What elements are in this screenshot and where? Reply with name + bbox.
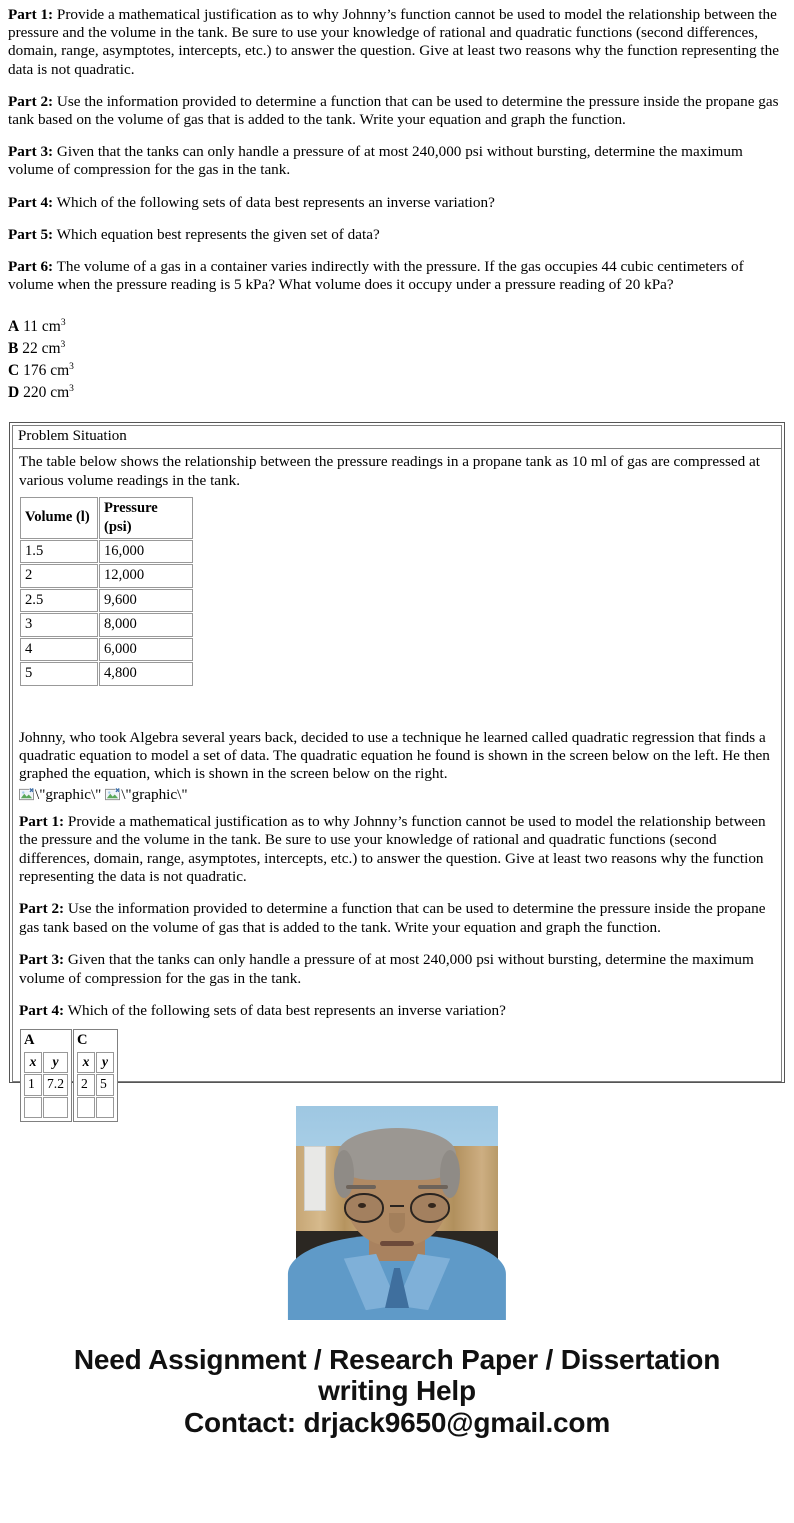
- mini-a-cell-y: [43, 1097, 68, 1118]
- mini-a-header-x: x: [24, 1052, 42, 1073]
- problem-situation-body: [12, 449, 782, 1092]
- avatar-nose: [389, 1213, 405, 1233]
- mini-tables-clipped-region: [19, 1028, 775, 1098]
- mini-c-cell-x: [77, 1097, 95, 1118]
- mini-table-c-row: [77, 1097, 114, 1118]
- footer-line-2: writing Help: [318, 1375, 476, 1407]
- answer-choice-b-value: 22 cm: [22, 340, 61, 358]
- problem-situation-box: [9, 422, 785, 1092]
- problem-situation-title: Problem Situation: [12, 425, 782, 449]
- answer-choice-c-value: 176 cm: [23, 362, 70, 380]
- avatar-hair: [338, 1128, 456, 1180]
- mini-table-a-row: [24, 1097, 68, 1118]
- mini-table-cell-c: [73, 1029, 118, 1122]
- broken-image-alt-text: \"graphic\": [121, 785, 188, 803]
- vertical-spacer: [19, 687, 775, 729]
- question-part-4-text: Which of the following sets of data best represents an inverse variation?: [53, 193, 495, 211]
- avatar-eye-right: [428, 1203, 436, 1208]
- avatar-mouth: [380, 1241, 414, 1246]
- mini-a-cell-x: [24, 1097, 42, 1118]
- broken-image-icon: [19, 787, 34, 807]
- ps-part-2-label: Part 2:: [19, 900, 65, 918]
- problem-situation-intro: The table below shows the relationship between the pressure readings in a propane tank as 10 ml of gas are compressed at various volume readings in the tank.: [19, 453, 760, 489]
- mini-c-cell-y: [96, 1097, 114, 1118]
- mini-table-a: [23, 1051, 69, 1119]
- avatar-eyebrow-right: [418, 1185, 448, 1189]
- question-part-4-label: Part 4:: [8, 193, 54, 211]
- mini-table-c-label: C: [77, 1032, 88, 1049]
- cell-pressure: 16,000: [99, 540, 193, 563]
- question-part-6-label: Part 6:: [8, 258, 54, 276]
- ps-part-3-text: Given that the tanks can only handle a pressure of at most 240,000 psi without bursting, determine the maximum volume of compression for the gas in the tank.: [19, 951, 754, 987]
- answer-choice-a-exponent: 3: [60, 318, 66, 329]
- answer-choice-c-letter: C: [8, 362, 20, 380]
- answer-choice-c: [8, 360, 786, 382]
- ps-part-2-text: Use the information provided to determine a function that can be used to determine the pressure inside the propane gas tank based on the volume of gas that is added to the tank. Write your equation and graph the function.: [19, 900, 766, 936]
- question-part-1-label: Part 1:: [8, 6, 54, 23]
- cell-pressure: 12,000: [99, 564, 193, 587]
- ps-part-1-text: Provide a mathematical justification as to why Johnny’s function cannot be used to model the relationship between the pressure and the volume in the tank. Be sure to use your knowledge of rational and quadratic functions (second differences, domain, range, asymptotes, intercepts, etc.) to answer the question. Give at least two reasons why the function representing the data is not quadratic.: [19, 812, 766, 885]
- table-row: [20, 662, 193, 685]
- mini-table-a-label: A: [24, 1032, 35, 1049]
- mini-c-header-y: y: [96, 1052, 114, 1073]
- avatar-section: [0, 1083, 794, 1318]
- table-row: [20, 638, 193, 661]
- avatar-glasses-left-lens: [344, 1193, 384, 1223]
- johnny-paragraph: Johnny, who took Algebra several years back, decided to use a technique he learned called quadratic regression that finds a quadratic equation to model a set of data. The quadratic equation he found is shown in the screen below on the left. He then graphed the equation, which is shown in the screen below on the right.: [19, 728, 770, 783]
- ps-part-1-label: Part 1:: [19, 812, 65, 830]
- answer-choice-a-value: 11 cm: [23, 318, 61, 336]
- table-row: [20, 589, 193, 612]
- problem-situation-inner: [10, 423, 784, 1092]
- avatar-eye-left: [358, 1203, 366, 1208]
- question-part-2-label: Part 2:: [8, 92, 54, 110]
- avatar-eyebrow-left: [346, 1185, 376, 1189]
- question-part-3: [8, 143, 786, 179]
- avatar: [296, 1106, 498, 1308]
- top-question-block: [0, 0, 794, 294]
- broken-image-icon: [105, 787, 120, 807]
- ps-part-2: [19, 900, 775, 937]
- ps-part-3: [19, 951, 775, 988]
- mini-table-c-header-row: [77, 1052, 114, 1073]
- table-row: [20, 540, 193, 563]
- cell-volume: 1.5: [20, 540, 98, 563]
- ps-part-4-text: Which of the following sets of data best represents an inverse variation?: [64, 1001, 506, 1019]
- cell-pressure: 6,000: [99, 638, 193, 661]
- question-part-2-text: Use the information provided to determine a function that can be used to determine the pressure inside the propane gas tank based on the volume of gas that is added to the tank. Write your equation and graph the function.: [8, 92, 779, 129]
- cell-pressure: 8,000: [99, 613, 193, 636]
- answer-choice-b: [8, 338, 786, 360]
- question-part-1: [8, 6, 786, 79]
- question-part-3-text: Given that the tanks can only handle a pressure of at most 240,000 psi without bursting, determine the maximum volume of compression for the gas in the tank.: [8, 143, 743, 179]
- answer-choice-d-value: 220 cm: [23, 384, 70, 402]
- ps-part-3-label: Part 3:: [19, 951, 65, 969]
- mini-a-cell-y: 7.2: [43, 1074, 68, 1095]
- table-row: [20, 564, 193, 587]
- mini-table-c-row: [77, 1074, 114, 1095]
- cell-volume: 4: [20, 638, 98, 661]
- mini-table-cell-a: [20, 1029, 72, 1122]
- answer-choice-d: [8, 382, 786, 404]
- answer-choice-d-letter: D: [8, 384, 20, 402]
- answer-choice-c-exponent: 3: [69, 362, 74, 373]
- avatar-glasses-bridge: [390, 1205, 404, 1208]
- answer-choice-a-letter: A: [8, 318, 20, 336]
- question-part-3-label: Part 3:: [8, 143, 54, 161]
- mini-tables-row: [20, 1029, 118, 1122]
- column-header-volume: Volume (l): [20, 497, 98, 539]
- question-part-6-text: The volume of a gas in a container varies indirectly with the pressure. If the gas occupies 44 cubic centimeters of volume when the pressure reading is 5 kPa? What volume does it occupy under a pressure reading of 20 kPa?: [8, 258, 744, 294]
- mini-table-a-header-row: [24, 1052, 68, 1073]
- table-row: [20, 613, 193, 636]
- ps-part-1: [19, 813, 775, 887]
- answer-choice-d-exponent: 3: [69, 384, 74, 395]
- answer-choice-b-letter: B: [8, 340, 19, 358]
- table-header-row: [20, 497, 193, 539]
- pressure-volume-table: [19, 496, 194, 686]
- answer-choice-list: [0, 308, 794, 404]
- question-part-6: [8, 258, 786, 294]
- mini-c-cell-y: 5: [96, 1074, 114, 1095]
- mini-c-cell-x: 2: [77, 1074, 95, 1095]
- answer-choice-a: [8, 316, 786, 338]
- mini-tables-layout: [19, 1028, 119, 1123]
- cell-volume: 3: [20, 613, 98, 636]
- mini-a-header-y: y: [43, 1052, 68, 1073]
- broken-image-alt-text: \"graphic\": [35, 785, 102, 803]
- footer-line-1: Need Assignment / Research Paper / Dissertation: [73, 1344, 721, 1376]
- ps-part-4: [19, 1002, 775, 1020]
- mini-a-cell-x: 1: [24, 1074, 42, 1095]
- promo-footer: [0, 1318, 794, 1459]
- question-part-5: [8, 226, 786, 244]
- cell-volume: 5: [20, 662, 98, 685]
- answer-choice-b-exponent: 3: [60, 340, 66, 351]
- cell-volume: 2.5: [20, 589, 98, 612]
- cell-pressure: 9,600: [99, 589, 193, 612]
- ps-part-4-label: Part 4:: [19, 1001, 65, 1019]
- question-part-4: [8, 194, 786, 212]
- avatar-background-panel: [304, 1146, 326, 1211]
- column-header-pressure: Pressure (psi): [99, 497, 193, 539]
- mini-table-a-row: [24, 1074, 68, 1095]
- broken-graphics-row: [19, 786, 775, 807]
- cell-volume: 2: [20, 564, 98, 587]
- question-part-2: [8, 93, 786, 129]
- question-part-1-text: Provide a mathematical justification as to why Johnny’s function cannot be used to model the relationship between the pressure and the volume in the tank. Be sure to use your knowledge of rational and quadratic functions (second differences, domain, range, asymptotes, intercepts, etc.) to answer the question. Give at least two reasons why the function representing the data is not quadratic.: [8, 6, 779, 78]
- question-part-5-text: Which equation best represents the given set of data?: [53, 225, 380, 243]
- footer-contact-line: Contact: drjack9650@gmail.com: [183, 1407, 611, 1439]
- mini-c-header-x: x: [77, 1052, 95, 1073]
- question-part-5-label: Part 5:: [8, 225, 54, 243]
- cell-pressure: 4,800: [99, 662, 193, 685]
- mini-table-c: [76, 1051, 115, 1119]
